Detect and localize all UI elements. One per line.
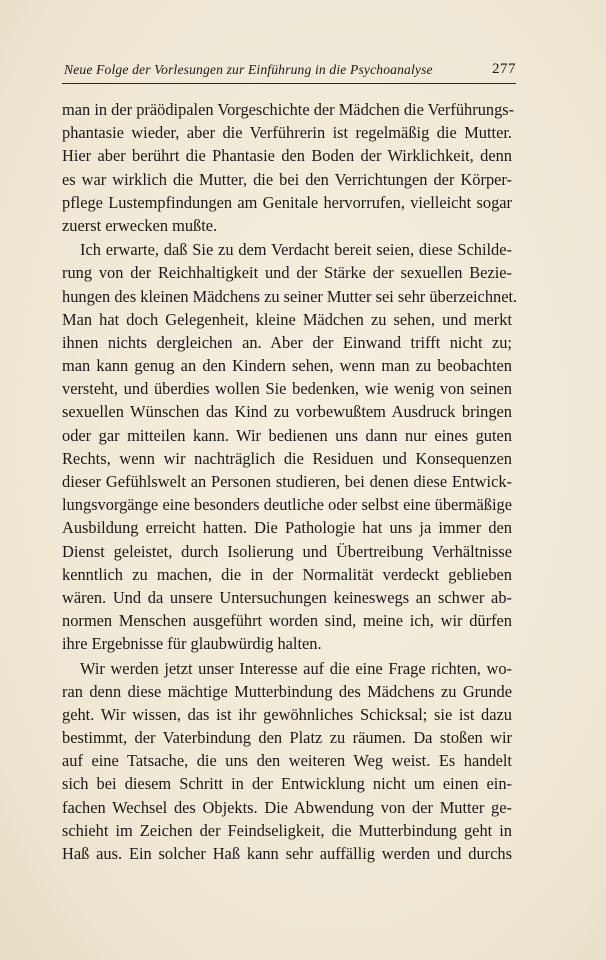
paragraph-2 — [62, 238, 518, 655]
text-line: Rechts, wenn wir nachträglich die Residuen und Konsequenzen — [62, 448, 512, 468]
text-line: sich bei diesem Schritt in der Entwicklung nicht um einen ein- — [62, 774, 512, 794]
text-line: man kann genug an den Kindern sehen, wenn man zu beobachten — [62, 356, 512, 376]
text-line: phantasie wieder, aber die Verführerin ist regelmäßig die Mutter. — [62, 123, 512, 143]
text-line: ran denn diese mächtige Mutterbindung des Mädchens zu Grunde — [62, 681, 512, 701]
text-line: zuerst erwecken mußte. — [62, 215, 218, 235]
header-rule — [62, 83, 516, 84]
text-line: versteht, und überdies wollen Sie bedenken, wie wenig von seinen — [62, 379, 512, 399]
text-line: wären. Und da unsere Untersuchungen keineswegs an schwer ab- — [62, 587, 512, 607]
text-line: Haß aus. Ein solcher Haß kann sehr auffällig werden und durchs — [62, 844, 512, 863]
paragraph-1 — [62, 98, 515, 237]
text-line: normen Menschen ausgeführt worden sind, meine ich, wir dürfen — [62, 611, 512, 631]
text-line: sexuellen Wünschen das Kind zu vorbewußtem Ausdruck bringen — [62, 402, 512, 422]
text-line: pflege Lustempfindungen am Genitale hervorrufen, vielleicht sogar — [62, 192, 512, 212]
running-header — [62, 60, 516, 86]
body-text — [62, 98, 518, 865]
text-line: fachen Wechsel des Objekts. Die Abwendung von der Mutter ge- — [62, 797, 512, 817]
text-line: geht. Wir wissen, das ist ihr gewöhnliches Schicksal; sie ist dazu — [62, 704, 512, 724]
text-line: kenntlich zu machen, die in der Normalität verdeckt geblieben — [62, 564, 512, 584]
text-line: oder gar mitteilen kann. Wir bedienen uns dann nur eines guten — [62, 425, 512, 445]
paragraph-3 — [62, 657, 512, 866]
text-line: Wir werden jetzt unser Interesse auf die eine Frage richten, wo- — [80, 658, 512, 678]
text-line: Ich erwarte, daß Sie zu dem Verdacht bereit seien, diese Schilde- — [80, 240, 512, 260]
text-line: ihre Ergebnisse für glaubwürdig halten. — [62, 634, 322, 654]
text-line: auf eine Tatsache, die uns den weiteren Weg weist. Es handelt — [62, 751, 512, 771]
text-line: Ausbildung erreicht hatten. Die Pathologie hat uns ja immer den — [62, 518, 512, 538]
text-line: Man hat doch Gelegenheit, kleine Mädchen zu sehen, und merkt — [62, 309, 512, 329]
page-number: 277 — [492, 61, 516, 77]
text-line: bestimmt, der Vaterbindung den Platz zu räumen. Da stoßen wir — [62, 728, 512, 748]
text-line: Dienst geleistet, durch Isolierung und Übertreibung Verhältnisse — [62, 541, 512, 561]
text-line: schieht im Zeichen der Feindseligkeit, die Mutterbindung geht in — [62, 820, 512, 840]
text-line: lungsvorgänge eine besonders deutliche oder selbst eine übermäßige — [62, 495, 512, 515]
text-line: es war wirklich die Mutter, die bei den Verrichtungen der Körper- — [62, 169, 512, 189]
text-line: ihnen nichts dergleichen an. Aber der Einwand trifft nicht zu; — [62, 332, 512, 352]
text-line: hungen des kleinen Mädchens zu seiner Mutter sei sehr überzeichnet. — [62, 286, 518, 306]
running-title: Neue Folge der Vorlesungen zur Einführung in die Psychoanalyse — [64, 62, 433, 77]
text-line: dieser Gefühlswelt an Personen studieren, bei denen diese Entwick- — [62, 472, 512, 491]
text-line: rung von der Reichhaltigkeit und der Stärke der sexuellen Bezie- — [62, 263, 512, 283]
text-line: Hier aber berührt die Phantasie den Boden der Wirklichkeit, denn — [62, 146, 512, 166]
text-line: man in der präödipalen Vorgeschichte der Mädchen die Verführungs- — [62, 100, 515, 119]
